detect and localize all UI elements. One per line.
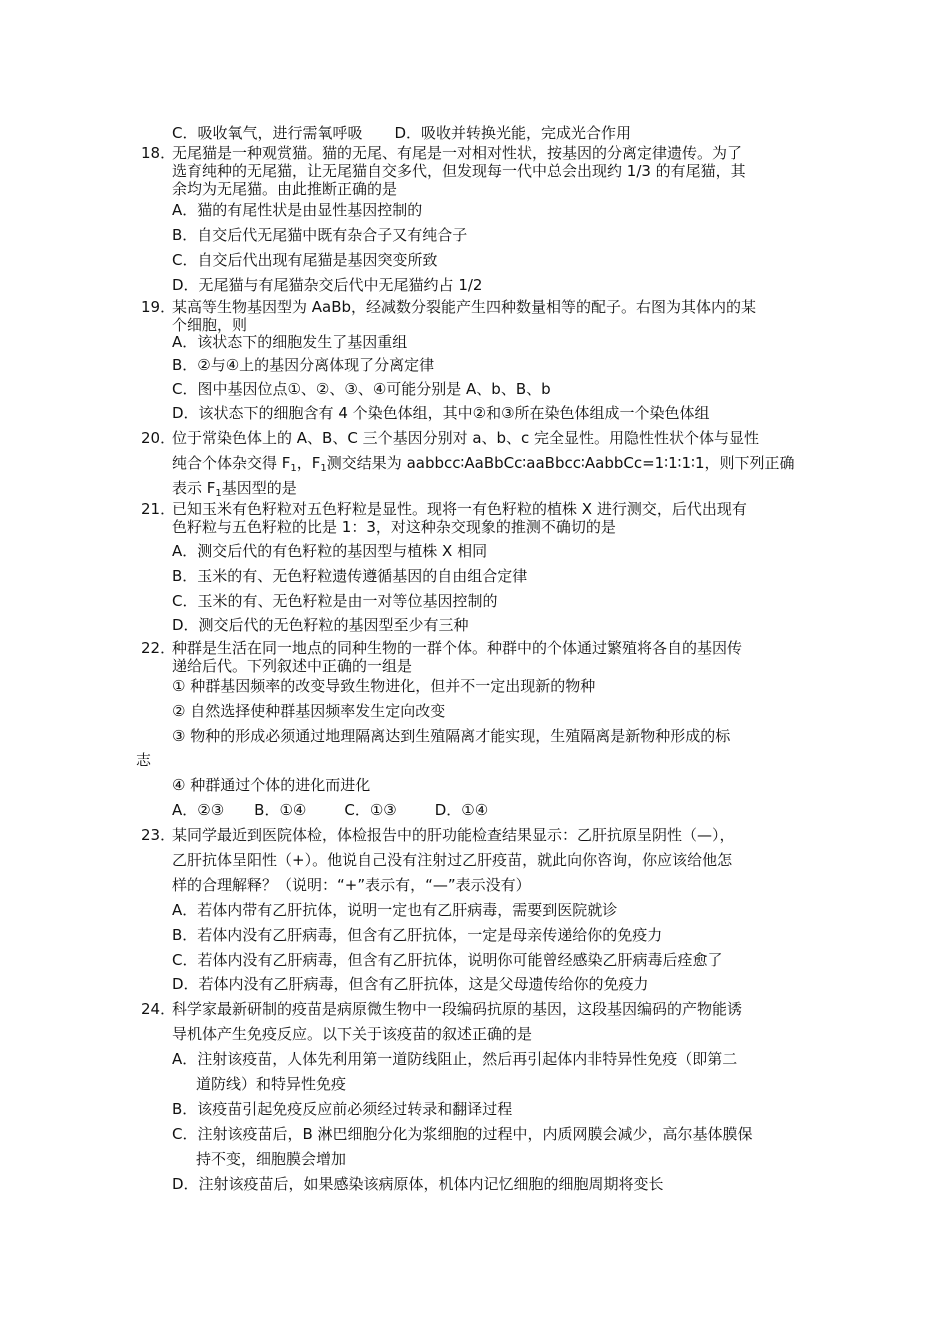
q23-option-a: A．若体内带有乙肝抗体，说明一定也有乙肝病毒，需要到医院就诊: [172, 901, 618, 919]
q24-option-a-wrap: 道防线）和特异性免疫: [196, 1075, 347, 1093]
q21-stem-line1: 已知玉米有色籽粒对五色籽粒是显性。现将一有色籽粒的植株 X 进行测交，后代出现有: [172, 500, 747, 518]
q22-choice-d: D．①④: [434, 801, 489, 819]
q22-statement-3: ③ 物种的形成必须通过地理隔离达到生殖隔离才能实现，生殖隔离是新物种形成的标: [172, 727, 731, 745]
q18-stem-line3: 余均为无尾猫。由此推断正确的是: [172, 180, 398, 198]
q24-option-c-wrap: 持不变，细胞膜会增加: [196, 1150, 347, 1168]
q20-number: 20．: [141, 429, 176, 447]
q20-stem-line1: 位于常染色体上的 A、B、C 三个基因分别对 a、b、c 完全显性。用隐性性状个体与显性: [172, 429, 760, 447]
q18-stem-line2: 选育纯种的无尾猫，让无尾猫自交多代，但发现每一代中总会出现约 1/3 的有尾猫，其: [172, 162, 746, 180]
q22-statement-4: ④ 种群通过个体的进化而进化: [172, 776, 371, 794]
q18-stem-line1: 无尾猫是一种观赏猫。猫的无尾、有尾是一对相对性状，按基因的分离定律遗传。为了: [172, 144, 743, 162]
q20-subscript: 1: [215, 488, 222, 499]
q22-choice-b: B．①④: [254, 801, 307, 819]
q19-number: 19．: [141, 298, 176, 316]
q22-number: 22．: [141, 639, 176, 657]
q21-option-a: A．测交后代的有色籽粒的基因型与植株 X 相同: [172, 542, 488, 560]
q22-statement-3-wrap: 志: [136, 751, 152, 769]
q22-statement-1: ① 种群基因频率的改变导致生物进化，但并不一定出现新的物种: [172, 677, 596, 695]
q22-statement-2: ② 自然选择使种群基因频率发生定向改变: [172, 702, 446, 720]
q22-choice-a: A．②③: [172, 801, 225, 819]
q22-choices: [172, 801, 488, 819]
q19-option-a: A．该状态下的细胞发生了基因重组: [172, 333, 408, 351]
q19-stem-line1: 某高等生物基因型为 AaBb，经减数分裂能产生四种数量相等的配子。右图为其体内的某: [172, 298, 757, 316]
q18-option-b: B．自交后代无尾猫中既有杂合子又有纯合子: [172, 226, 468, 244]
q20-subscript: 1: [290, 463, 297, 474]
q19-stem-line2: 个细胞，则: [172, 316, 248, 334]
q19-option-c: C．图中基因位点①、②、③、④可能分别是 A、b、B、b: [172, 380, 551, 398]
q23-option-b: B．若体内没有乙肝病毒，但含有乙肝抗体，一定是母亲传递给你的免疫力: [172, 926, 663, 944]
q22-stem-line2: 递给后代。下列叙述中正确的一组是: [172, 657, 413, 675]
q20-stem-line2: [172, 454, 795, 472]
q21-stem-line2: 色籽粒与五色籽粒的比是 1：3，对这种杂交现象的推测不确切的是: [172, 518, 616, 536]
q17-option-c: C．吸收氧气，进行需氧呼吸: [172, 124, 363, 142]
q20-text: 基因型的是: [221, 479, 297, 497]
q18-option-d: D．无尾猫与有尾猫杂交后代中无尾猫约占 1/2: [172, 276, 483, 294]
q24-stem-line2: 导机体产生免疫反应。以下关于该疫苗的叙述正确的是: [172, 1025, 533, 1043]
q23-option-d: D．若体内没有乙肝病毒，但含有乙肝抗体，这是父母遗传给你的免疫力: [172, 975, 649, 993]
q24-option-b: B．该疫苗引起免疫反应前必须经过转录和翻译过程: [172, 1100, 513, 1118]
q20-text: 测交结果为 aabbcc∶AaBbCc∶aaBbcc∶AabbCc=1∶1∶1∶1，则下列正确: [326, 454, 795, 472]
q23-stem-line1: 某同学最近到医院体检，体检报告中的肝功能检查结果显示：乙肝抗原呈阴性（—），: [172, 826, 735, 844]
q23-stem-line3: 样的合理解释？（说明：“+”表示有，“—”表示没有）: [172, 876, 531, 894]
q18-number: 18．: [141, 144, 176, 162]
q24-option-d: D．注射该疫苗后，如果感染该病原体，机体内记忆细胞的细胞周期将变长: [172, 1175, 664, 1193]
q20-text: 表示 F: [172, 479, 216, 497]
q21-number: 21．: [141, 500, 176, 518]
q24-option-a: A．注射该疫苗，人体先利用第一道防线阻止，然后再引起体内非特异性免疫（即第二: [172, 1050, 738, 1068]
q18-option-c: C．自交后代出现有尾猫是基因突变所致: [172, 251, 438, 269]
q17-option-d: D．吸收并转换光能，完成光合作用: [394, 124, 632, 142]
q18-option-a: A．猫的有尾性状是由显性基因控制的: [172, 201, 423, 219]
q17-options-cd: [172, 124, 631, 142]
q21-option-b: B．玉米的有、无色籽粒遗传遵循基因的自由组合定律: [172, 567, 528, 585]
q23-option-c: C．若体内没有乙肝病毒，但含有乙肝抗体，说明你可能曾经感染乙肝病毒后痊愈了: [172, 951, 723, 969]
q20-text: 纯合个体杂交得 F: [172, 454, 291, 472]
q23-stem-line2: 乙肝抗体呈阳性（+）。他说自己没有注射过乙肝疫苗，就此向你咨询，你应该给他怎: [172, 851, 733, 869]
q21-option-d: D．测交后代的无色籽粒的基因型至少有三种: [172, 616, 469, 634]
q24-option-c: C．注射该疫苗后，B 淋巴细胞分化为浆细胞的过程中，内质网膜会减少，高尔基体膜保: [172, 1125, 753, 1143]
q20-stem-line3: [172, 479, 297, 497]
q19-option-b: B．②与④上的基因分离体现了分离定律: [172, 356, 435, 374]
q23-number: 23．: [141, 826, 176, 844]
q20-subscript: 1: [320, 463, 327, 474]
q20-text: ，F: [296, 454, 321, 472]
q19-option-d: D．该状态下的细胞含有 4 个染色体组，其中②和③所在染色体组成一个染色体组: [172, 404, 710, 422]
q24-stem-line1: 科学家最新研制的疫苗是病原微生物中一段编码抗原的基因，这段基因编码的产物能诱: [172, 1000, 743, 1018]
q22-stem-line1: 种群是生活在同一地点的同种生物的一群个体。种群中的个体通过繁殖将各自的基因传: [172, 639, 743, 657]
q22-choice-c: C．①③: [344, 801, 397, 819]
q21-option-c: C．玉米的有、无色籽粒是由一对等位基因控制的: [172, 592, 498, 610]
q24-number: 24．: [141, 1000, 176, 1018]
